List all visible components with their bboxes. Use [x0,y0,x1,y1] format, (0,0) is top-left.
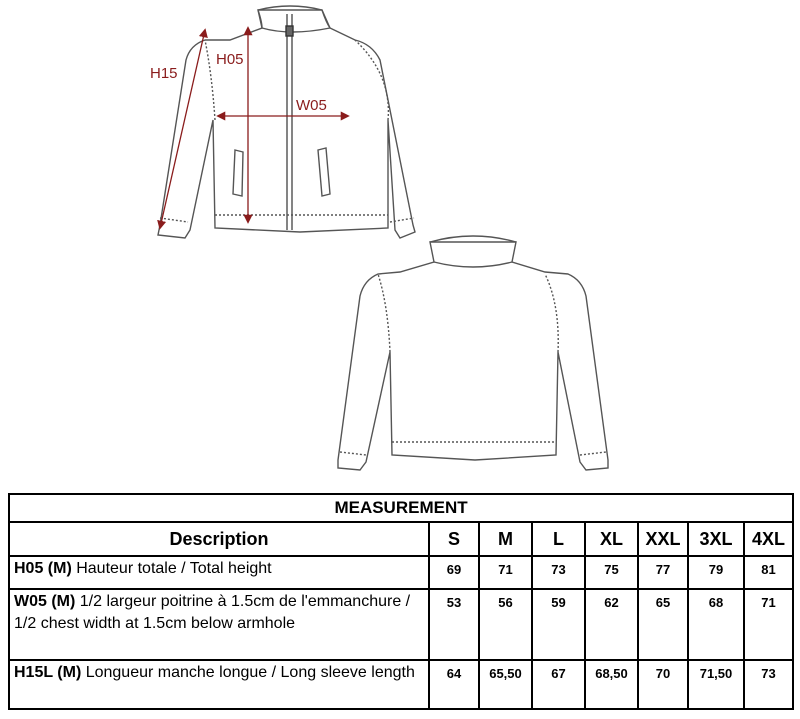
value-cell: 73 [744,660,793,709]
size-header: S [429,522,479,556]
measurement-table [8,493,794,710]
measurement-code: H15L (M) [14,664,82,681]
measurement-text: 1/2 largeur poitrine à 1.5cm de l'emmanchure / 1/2 chest width at 1.5cm below armhole [14,593,411,632]
table-title: MEASUREMENT [9,494,793,522]
label-w05: W05 [296,97,327,114]
back-view-jacket [338,236,608,470]
measurement-code: W05 (M) [14,593,76,610]
value-cell: 65 [638,589,688,660]
value-cell: 70 [638,660,688,709]
value-cell: 64 [429,660,479,709]
value-cell: 73 [532,556,585,589]
value-cell: 59 [532,589,585,660]
size-header: XL [585,522,638,556]
size-header: M [479,522,532,556]
size-header: 4XL [744,522,793,556]
header-row [9,522,793,556]
dimension-markers [160,28,348,228]
size-header: 3XL [688,522,744,556]
measurement-text: Longueur manche longue / Long sleeve length [81,664,415,681]
table-row [9,660,793,709]
value-cell: 71,50 [688,660,744,709]
size-header: XXL [638,522,688,556]
value-cell: 81 [744,556,793,589]
description-header: Description [9,522,429,556]
value-cell: 71 [479,556,532,589]
measurement-text: Hauteur totale / Total height [71,560,272,577]
label-h15: H15 [150,65,178,82]
measurement-code: H05 (M) [14,560,72,577]
value-cell: 62 [585,589,638,660]
front-view-jacket [158,6,415,238]
label-h05: H05 [216,51,244,68]
value-cell: 77 [638,556,688,589]
table-row [9,556,793,589]
value-cell: 67 [532,660,585,709]
table-row [9,589,793,660]
value-cell: 69 [429,556,479,589]
value-cell: 68 [688,589,744,660]
value-cell: 75 [585,556,638,589]
row-description [9,589,429,660]
size-header: L [532,522,585,556]
value-cell: 68,50 [585,660,638,709]
value-cell: 71 [744,589,793,660]
value-cell: 79 [688,556,744,589]
value-cell: 53 [429,589,479,660]
value-cell: 56 [479,589,532,660]
value-cell: 65,50 [479,660,532,709]
row-description [9,660,429,709]
row-description [9,556,429,589]
